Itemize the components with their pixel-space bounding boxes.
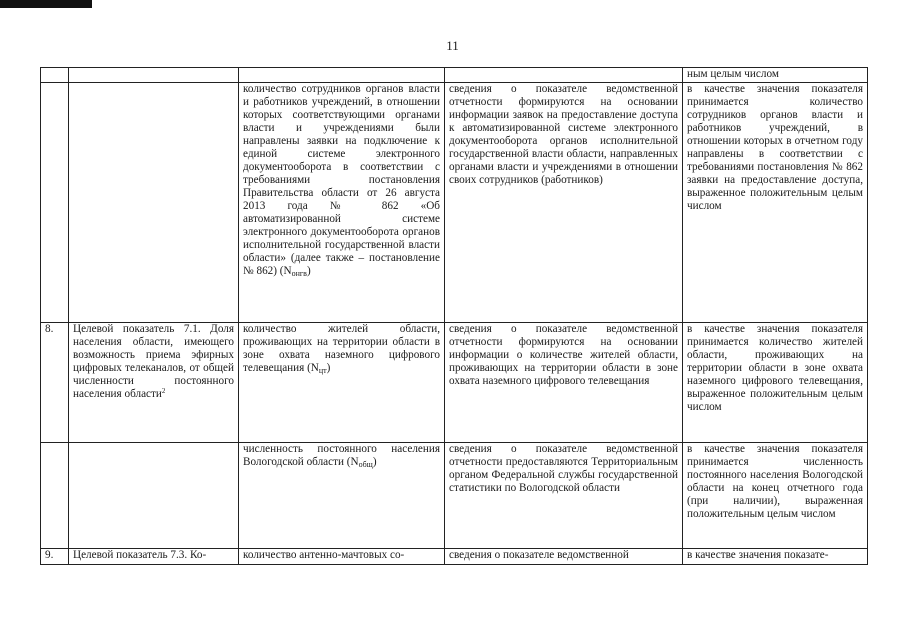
source-text: сведения о показателе ведомственной xyxy=(449,549,629,561)
source-cell xyxy=(445,549,683,565)
indicator-cell xyxy=(69,68,239,83)
table-row xyxy=(41,549,868,565)
variable-subscript: общ xyxy=(358,460,373,469)
table-row xyxy=(41,68,868,83)
scan-artifact xyxy=(0,0,92,8)
page-number: 11 xyxy=(446,38,459,53)
table-row xyxy=(41,443,868,549)
method-cell: в качестве значения показателя принимается количество жителей области, проживающих на территории области в зоне охвата наземного цифрового телевещания, выраженное положительным целым числом xyxy=(683,323,868,443)
table-row xyxy=(41,323,868,443)
source-cell: сведения о показателе ведомственной отчетности предоставляются Территориальным органом Федеральной службы государственной статистики по Вологодской области xyxy=(445,443,683,549)
variable-tail: ) xyxy=(306,265,311,277)
variable-tail: ) xyxy=(326,362,331,374)
variable-cell xyxy=(239,549,445,565)
variable-cell xyxy=(239,83,445,323)
row-number xyxy=(41,68,69,83)
source-cell: сведения о показателе ведомственной отчетности формируются на основании информации заявок на предоставление доступа к автоматизированной системе электронного документооборота органов исполнительной государственной власти области, направленных органами власти и учреждениями в отношении своих сотрудников (работников) xyxy=(445,83,683,323)
source-cell: сведения о показателе ведомственной отчетности формируются на основании информации о количестве жителей области, проживающих на территории области в зоне охвата наземного цифрового телевещания xyxy=(445,323,683,443)
variable-text: количество антенно-мачтовых со- xyxy=(243,549,405,561)
variable-text: количество жителей области, проживающих на территории области в зоне охвата наземного цифрового телевещания (N xyxy=(243,323,440,374)
variable-tail: ) xyxy=(372,456,377,468)
indicators-table xyxy=(40,67,868,565)
method-cell: в качестве значения показателя принимается количество сотрудников органов власти и работников учреждений, в отношении которых в отчетном году направлены в соответствии с требованиями постановления № 862 заявки на предоставление доступа, выраженное положительным целым числом xyxy=(683,83,868,323)
method-cell: ным целым числом xyxy=(683,68,868,83)
row-number: 8. xyxy=(41,323,69,443)
table-row xyxy=(41,83,868,323)
indicator-text: Целевой показатель 7.1. Доля населения области, имеющего возможность приема эфирных цифровых телеканалов, от общей численности постоянного населения области xyxy=(73,323,234,400)
row-number xyxy=(41,83,69,323)
variable-cell xyxy=(239,68,445,83)
footnote-mark: 2 xyxy=(161,387,166,395)
method-cell xyxy=(683,549,868,565)
indicator-cell xyxy=(69,549,239,565)
variable-cell xyxy=(239,323,445,443)
variable-cell xyxy=(239,443,445,549)
variable-subscript: цт xyxy=(318,366,327,375)
method-text: в качестве значения показате- xyxy=(687,549,829,561)
row-number xyxy=(41,443,69,549)
row-number xyxy=(41,549,69,565)
indicator-text: Целевой показатель 7.3. Ко- xyxy=(73,549,207,561)
variable-subscript: онгв xyxy=(291,269,307,278)
variable-text: количество сотрудников органов власти и работников учреждений, в отношении которых соответствующими органами власти и учреждениями были направлены заявки на подключение к единой системе электронного документооборота в соответствии с требованиями постановления Правительства области от 26 августа 2013 года № 862 «Об автоматизированной системе электронного документооборота органов исполнительной государственной власти области» (далее также – постановление № 862) (N xyxy=(243,83,440,277)
indicator-cell xyxy=(69,323,239,443)
source-cell xyxy=(445,68,683,83)
indicator-cell xyxy=(69,83,239,323)
row-number-text: 9. xyxy=(45,549,54,561)
indicator-cell xyxy=(69,443,239,549)
method-cell: в качестве значения показателя принимается численность постоянного населения Вологодской области на конец отчетного года (при наличии), выраженная положительным целым числом xyxy=(683,443,868,549)
variable-text: численность постоянного населения Вологодской области (N xyxy=(243,443,440,468)
